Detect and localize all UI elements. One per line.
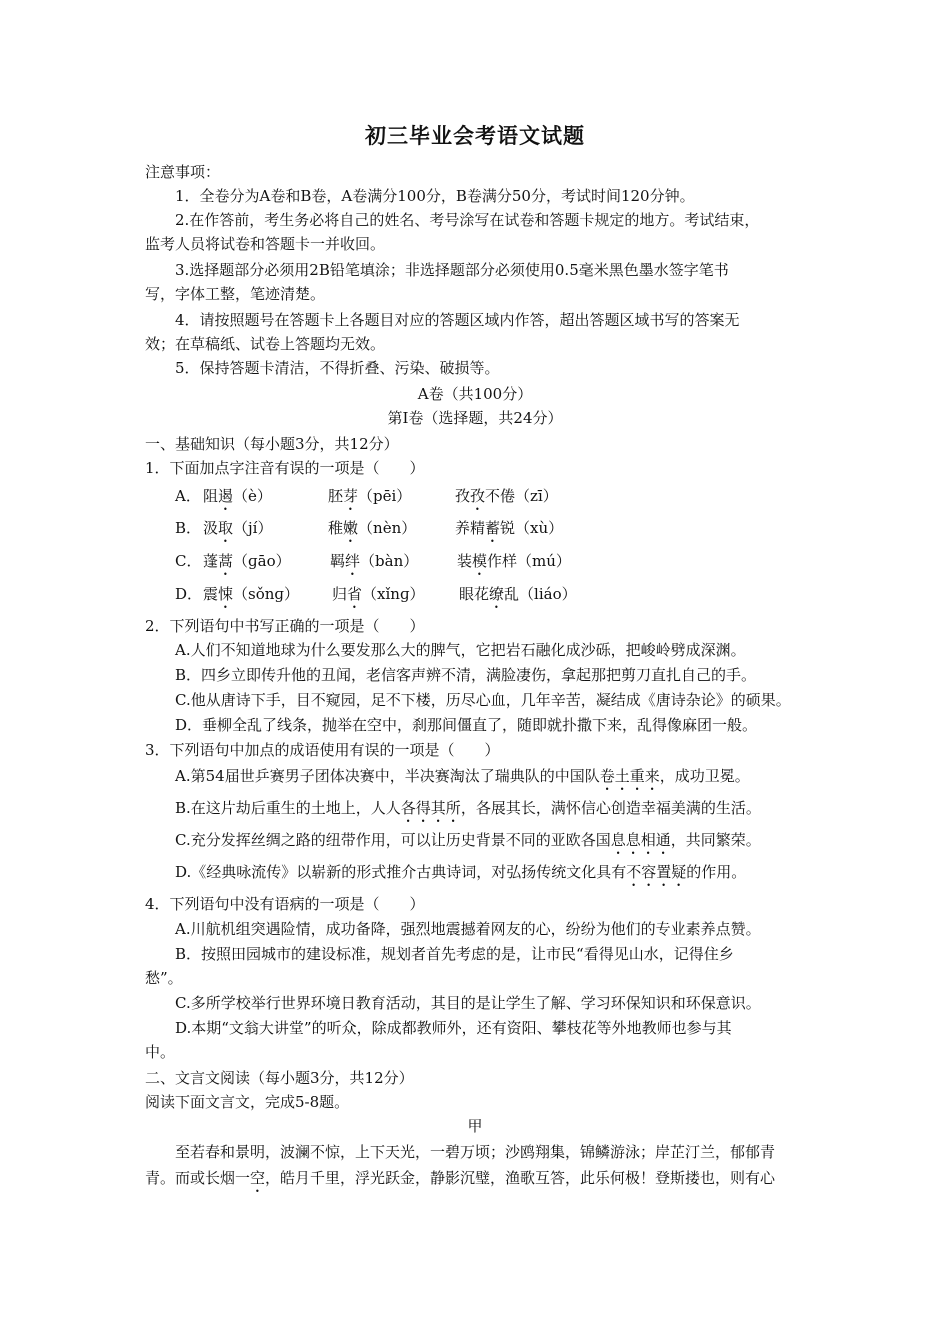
q1-option-c-word-1: 蓬蒿（ɡāo） <box>203 552 291 570</box>
q1-option-a-word-1: 阻遏（è） <box>203 487 272 505</box>
q1-option-c-word-3: 装模作样（mú） <box>457 552 571 570</box>
question-4-stem: 4．下列语句中没有语病的一项是（ ） <box>145 895 425 913</box>
q2-option-d: D．垂柳全乱了线条，抛举在空中，刹那间僵直了，随即就扑撒下来，乱得像麻团一般。 <box>175 716 758 734</box>
q1-option-c-label: C． <box>175 552 202 570</box>
question-2-stem: 2．下列语句中书写正确的一项是（ ） <box>145 617 425 635</box>
q1-option-d-word-2: 归省（xǐnɡ） <box>332 585 425 603</box>
passage-label: 甲 <box>467 1117 483 1135</box>
notice-item-2-line-1: 2.在作答前，考生务必将自己的姓名、考号涂写在试卷和答题卡规定的地方。考试结束， <box>175 211 760 229</box>
q2-option-c: C.他从唐诗下手，目不窥园，足不下楼，历尽心血，几年辛苦，凝结成《唐诗杂论》的硕果。 <box>175 691 791 709</box>
part-one-heading: 第Ⅰ卷（选择题，共24分） <box>387 409 563 427</box>
question-1-stem: 1．下面加点字注音有误的一项是（ ） <box>145 459 425 477</box>
q4-option-b-line-2: 愁”。 <box>145 969 183 987</box>
notice-item-5: 5．保持答题卡清洁，不得折叠、污染、破损等。 <box>175 359 500 377</box>
notice-item-3-line-1: 3.选择题部分必须用2B铅笔填涂；非选择题部分必须使用0.5毫米黑色墨水签字笔书 <box>175 261 729 279</box>
exam-title: 初三毕业会考语文试题 <box>365 123 585 148</box>
q4-option-d-line-2: 中。 <box>145 1043 176 1061</box>
q1-option-c-word-2: 羁绊（bàn） <box>330 552 419 570</box>
notice-item-1: 1．全卷分为A卷和B卷，A卷满分100分，B卷满分50分，考试时间120分钟。 <box>175 187 695 205</box>
notice-item-4-line-1: 4．请按照题号在答题卡上各题目对应的答题区域内作答，超出答题区域书写的答案无 <box>175 311 740 329</box>
notice-heading: 注意事项： <box>145 163 221 181</box>
section-2-heading: 二、文言文阅读（每小题3分，共12分） <box>145 1069 414 1087</box>
section-1-heading: 一、基础知识（每小题3分，共12分） <box>145 435 399 453</box>
notice-item-2-line-2: 监考人员将试卷和答题卡一并收回。 <box>145 235 386 253</box>
q1-option-a-label: A． <box>175 487 201 505</box>
reading-instructions: 阅读下面文言文，完成5-8题。 <box>145 1093 350 1111</box>
q4-option-c: C.多所学校举行世界环境日教育活动，其目的是让学生了解、学习环保知识和环保意识。 <box>175 994 761 1012</box>
q1-option-b-label: B． <box>175 519 202 537</box>
passage-line-2: 青。而或长烟一空，皓月千里，浮光跃金，静影沉璧，渔歌互答，此乐何极！登斯搂也，则有心 <box>145 1169 776 1187</box>
q3-option-c: C.充分发挥丝绸之路的纽带作用，可以让历史背景不同的亚欧各国息息相通，共同繁荣。 <box>175 831 761 849</box>
notice-item-4-line-2: 效；在草稿纸、试卷上答题均无效。 <box>145 335 386 353</box>
q4-option-a: A.川航机组突遇险情，成功备降，强烈地震撼着网友的心，纷纷为他们的专业素养点赞。 <box>175 920 761 938</box>
notice-item-3-line-2: 写，字体工整，笔迹清楚。 <box>145 285 326 303</box>
q1-option-b-word-1: 汲取（jí） <box>203 519 273 537</box>
q1-option-b-word-3: 养精蓄锐（xù） <box>455 519 564 537</box>
q3-option-a: A.第54届世乒赛男子团体决赛中，半决赛淘汰了瑞典队的中国队卷土重来，成功卫冕。 <box>175 767 750 785</box>
q2-option-b: B．四乡立即传升他的丑闻，老信客声辨不清，满脸凄伤，拿起那把剪刀直扎自己的手。 <box>175 666 757 684</box>
q4-option-d-line-1: D.本期“文翁大讲堂”的听众，除成都教师外，还有资阳、攀枝花等外地教师也参与其 <box>175 1019 732 1037</box>
q1-option-d-word-3: 眼花缭乱（liáo） <box>459 585 577 603</box>
passage-line-1: 至若春和景明，波澜不惊，上下天光，一碧万顷；沙鸥翔集，锦鳞游泳；岸芷汀兰，郁郁青 <box>175 1143 776 1161</box>
q3-option-d: D.《经典咏流传》以崭新的形式推介古典诗词，对弘扬传统文化具有不容置疑的作用。 <box>175 863 747 881</box>
section-a-heading: A卷（共100分） <box>417 385 533 403</box>
q1-option-b-word-2: 稚嫩（nèn） <box>328 519 417 537</box>
q4-option-b-line-1: B．按照田园城市的建设标准，规划者首先考虑的是，让市民“看得见山水，记得住乡 <box>175 945 734 963</box>
q1-option-a-word-2: 胚芽（pēi） <box>328 487 412 505</box>
q3-option-b: B.在这片劫后重生的土地上，人人各得其所，各展其长，满怀信心创造幸福美满的生活。 <box>175 799 761 817</box>
q1-option-d-label: D． <box>175 585 203 603</box>
q1-option-a-word-3: 孜孜不倦（zī） <box>455 487 558 505</box>
q1-option-d-word-1: 震悚（sǒnɡ） <box>203 585 300 603</box>
q2-option-a: A.人们不知道地球为什么要发那么大的脾气，它把岩石融化成沙砾，把峻岭劈成深渊。 <box>175 641 746 659</box>
question-3-stem: 3．下列语句中加点的成语使用有误的一项是（ ） <box>145 741 500 759</box>
